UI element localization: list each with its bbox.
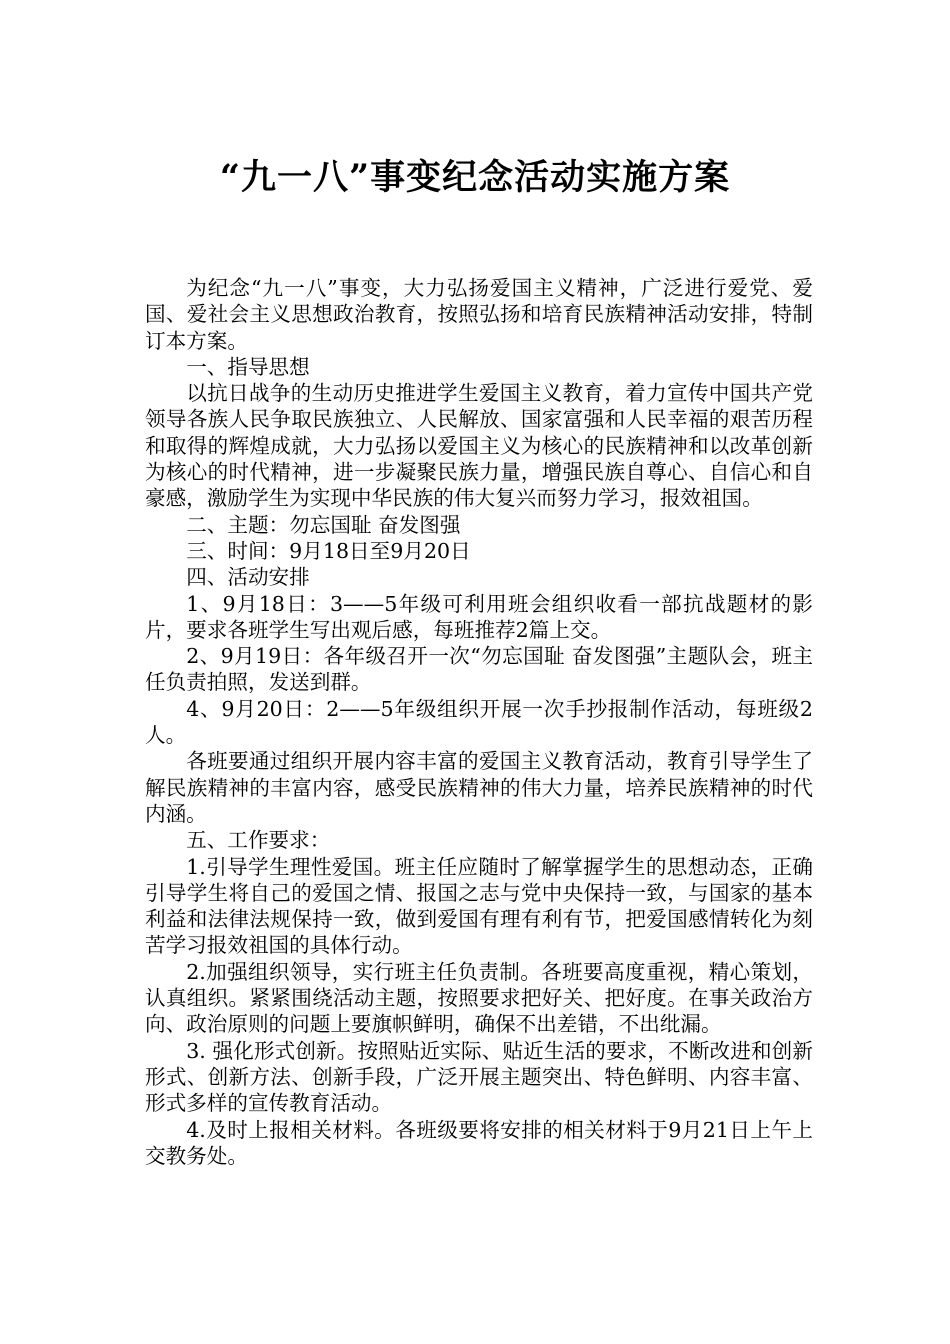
document-body bbox=[145, 275, 813, 1169]
requirement-item-4: 4.及时上报相关材料。各班级要将安排的相关材料于9月21日上午上交教务处。 bbox=[145, 1117, 813, 1168]
requirement-item-1: 1.引导学生理性爱国。班主任应随时了解掌握学生的思想动态，正确引导学生将自己的爱国之情、报国之志与党中央保持一致，与国家的基本利益和法律法规保持一致，做到爱国有理有利有节，把爱国感情转化为刻苦学习报效祖国的具体行动。 bbox=[145, 854, 813, 958]
activities-summary-paragraph: 各班要通过组织开展内容丰富的爱国主义教育活动，教育引导学生了解民族精神的丰富内容，感受民族精神的伟大力量，培养民族精神的时代内涵。 bbox=[145, 749, 813, 826]
document-title: “九一八”事变纪念活动实施方案 bbox=[219, 157, 731, 198]
section-heading-guiding-ideology: 一、指导思想 bbox=[186, 354, 310, 379]
intro-paragraph: 为纪念“九一八”事变，大力弘扬爱国主义精神，广泛进行爱党、爱国、爱社会主义思想政治教育，按照弘扬和培育民族精神活动安排，特制订本方案。 bbox=[145, 276, 813, 353]
requirement-item-3: 3. 强化形式创新。按照贴近实际、贴近生活的要求，不断改进和创新形式、创新方法、创新手段，广泛开展主题突出、特色鲜明、内容丰富、形式多样的宣传教育活动。 bbox=[145, 1038, 813, 1116]
requirement-item-2: 2.加强组织领导，实行班主任负责制。各班要高度重视，精心策划，认真组织。紧紧围绕活动主题，按照要求把好关、把好度。在事关政治方向、政治原则的问题上要旗帜鲜明，确保不出差错，不出纰漏。 bbox=[145, 959, 813, 1037]
section-heading-time: 三、时间：9月18日至9月20日 bbox=[186, 538, 471, 563]
activity-item-1: 1、9月18日：3——5年级可利用班会组织收看一部抗战题材的影片，要求各班学生写出观后感，每班推荐2篇上交。 bbox=[145, 591, 813, 642]
section-heading-activities: 四、活动安排 bbox=[186, 565, 310, 590]
activity-item-4: 4、9月20日：2——5年级组织开展一次手抄报制作活动，每班级2人。 bbox=[145, 696, 813, 748]
guiding-ideology-paragraph: 以抗日战争的生动历史推进学生爱国主义教育，着力宣传中国共产党领导各族人民争取民族独立、人民解放、国家富强和人民幸福的艰苦历程和取得的辉煌成就，大力弘扬以爱国主义为核心的民族精神和以改革创新为核心的时代精神，进一步凝聚民族力量，增强民族自尊心、自信心和自豪感，激励学生为实现中华民族的伟大复兴而努力学习，报效祖国。 bbox=[145, 381, 813, 511]
section-heading-requirements: 五、工作要求： bbox=[186, 828, 331, 853]
activity-item-2: 2、9月19日：各年级召开一次“勿忘国耻 奋发图强”主题队会，班主任负责拍照，发送到群。 bbox=[145, 644, 813, 695]
section-heading-theme: 二、主题：勿忘国耻 奋发图强 bbox=[186, 512, 461, 537]
